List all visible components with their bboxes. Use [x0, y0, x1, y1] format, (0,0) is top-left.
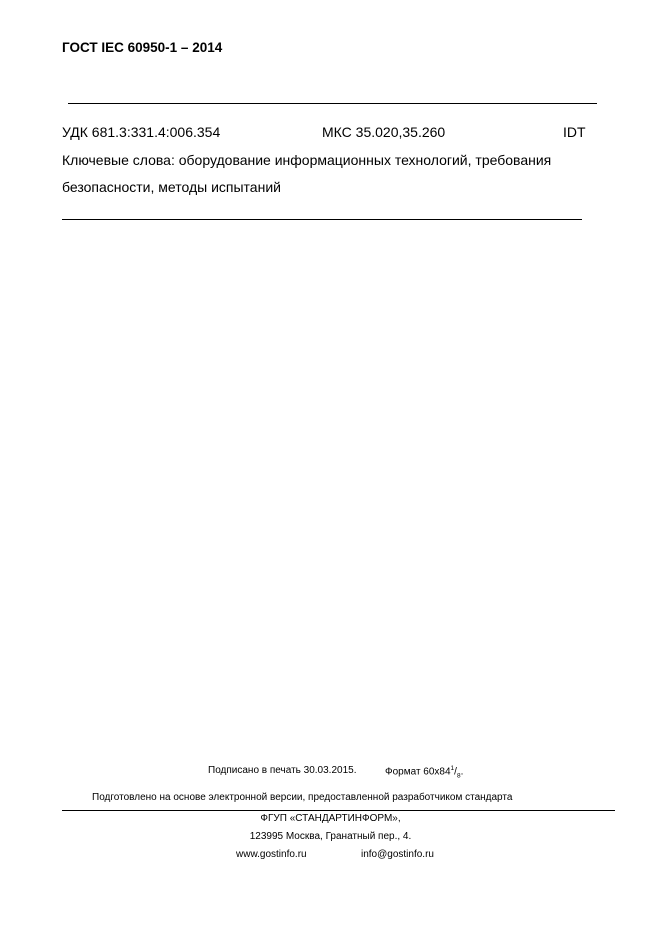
- format-suffix: .: [460, 766, 464, 778]
- mks-code: МКС 35.020,35.260: [322, 124, 446, 140]
- divider-top: [68, 103, 597, 104]
- divider-imprint: [62, 810, 615, 811]
- format-numerator: 1: [450, 765, 455, 772]
- conformity-degree: IDT: [563, 124, 586, 140]
- keywords-line-1: Ключевые слова: оборудование информационных технологий, требования: [62, 152, 552, 168]
- signed-for-print: Подписано в печать 30.03.2015.: [208, 765, 357, 776]
- publisher-address: 123995 Москва, Гранатный пер., 4.: [249, 831, 412, 842]
- publisher-name: ФГУП «СТАНДАРТИНФОРМ»,: [260, 813, 401, 824]
- keywords-line-2: безопасности, методы испытаний: [62, 179, 281, 195]
- print-format: Формат $60х84^1/_8$.: [385, 765, 464, 780]
- website-link[interactable]: www.gostinfo.ru: [236, 849, 307, 860]
- email-link[interactable]: info@gostinfo.ru: [361, 849, 434, 860]
- format-denominator: 8: [456, 772, 461, 780]
- divider-keywords: [62, 219, 582, 220]
- udk-code: УДК 681.3:331.4:006.354: [62, 124, 221, 140]
- format-prefix: Формат 60х84: [385, 766, 451, 778]
- prepared-note: Подготовлено на основе электронной версии, предоставленной разработчиком стандарта: [92, 792, 513, 803]
- document-code: ГОСТ IEC 60950-1 – 2014: [62, 40, 223, 55]
